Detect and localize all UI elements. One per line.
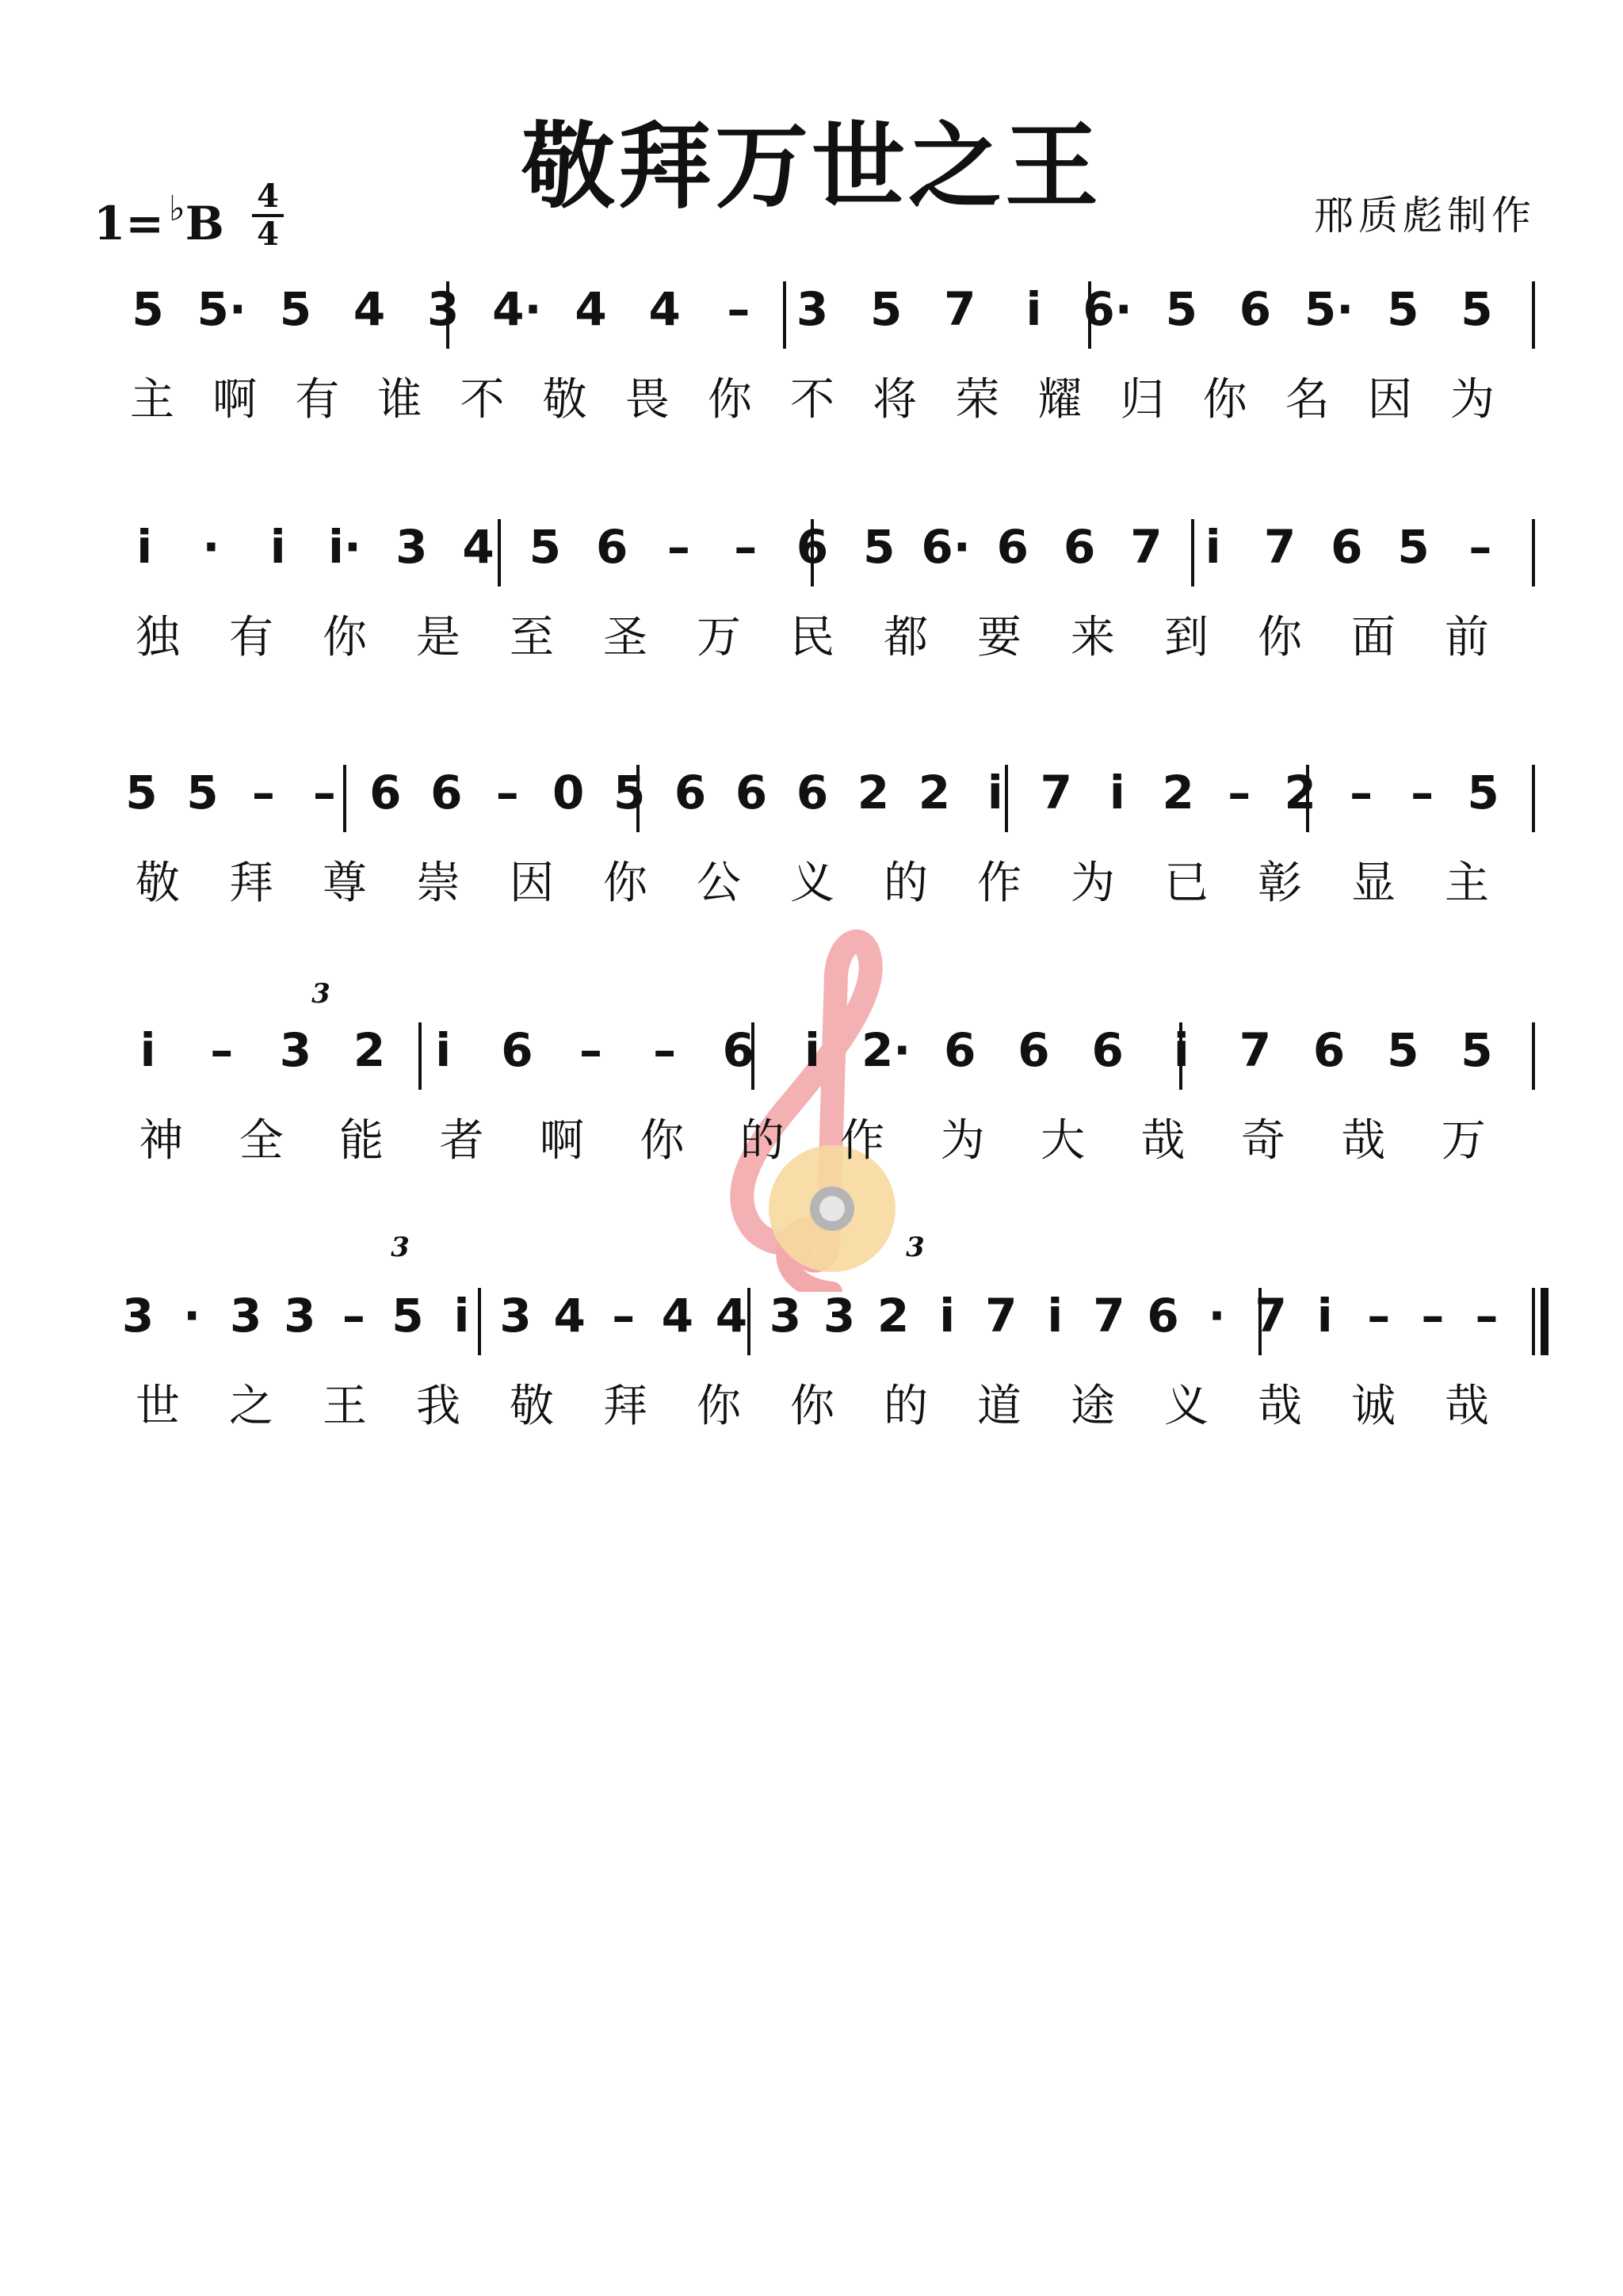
note: 6 [1018,1023,1050,1077]
note: 5 [186,766,219,819]
note: – [734,520,758,574]
note: 4 [553,1289,586,1343]
lyric-char: 哉 [1140,1115,1186,1167]
note: – [579,1023,603,1077]
lyric-char: 拜 [229,858,273,909]
note: · [183,1289,201,1343]
lyric-char: 因 [510,858,554,909]
lyric-char: 神 [139,1115,184,1167]
lyric-char: 之 [229,1381,273,1432]
lyric-char: 哉 [1258,1381,1302,1432]
lyric-char: 敬 [136,858,180,909]
note: 6 [1239,282,1272,336]
note: 2 [1284,766,1316,819]
lyric-char: 因 [1367,374,1412,426]
note: – [1367,1289,1391,1343]
note: 2 [1162,766,1194,819]
note: 7 [1040,766,1073,819]
note: 6 [1091,1023,1124,1077]
note: 5 [1461,282,1493,336]
note: 5 [125,766,158,819]
lyric-char: 啊 [212,374,258,426]
lyric-char: 你 [1202,374,1247,426]
lyric-char: 敬 [542,374,587,426]
note: 6 [595,520,628,574]
lyric-char: 有 [295,374,340,426]
note: 5 [529,520,562,574]
lyric-char: 义 [790,858,834,909]
lyric-char: 能 [339,1115,384,1167]
note: i· [328,520,361,574]
note: 6 [796,520,829,574]
lyric-char: 你 [707,374,752,426]
lyric-char: 万 [1441,1115,1486,1167]
lyric-char: 主 [1445,858,1489,909]
lyric-char: 彰 [1258,858,1302,909]
note: 3 [769,1289,802,1343]
lyric-char: 诚 [1351,1381,1396,1432]
lyric-char: 公 [697,858,741,909]
note: · [202,520,220,574]
lyric-char: 全 [239,1115,284,1167]
lyric-char: 面 [1351,612,1396,663]
note: – [1475,1289,1499,1343]
note: 7 [1239,1023,1272,1077]
note: 4 [648,282,681,336]
note: 7 [1254,1289,1287,1343]
lyric-char: 义 [1164,1381,1209,1432]
lyric-char: 我 [416,1381,460,1432]
note: 4 [462,520,495,574]
note: – [312,766,336,819]
lyric-char: 的 [884,1381,928,1432]
note: 2 [857,766,890,819]
note: 6 [1331,520,1363,574]
lyric-char: 至 [510,612,554,663]
lyric-char: 你 [323,612,367,663]
lyric-char: 你 [603,858,647,909]
note: 4· [492,282,542,336]
note: i [435,1023,452,1077]
lyric-char: 已 [1164,858,1209,909]
note: – [1468,520,1492,574]
lyric-char: 畏 [624,374,670,426]
note: 6 [735,766,768,819]
lyric-char: 都 [884,612,928,663]
lyric-char: 为 [1449,374,1495,426]
lyric-char: 的 [884,858,928,909]
note: 2 [876,1289,910,1343]
note: 3 [427,282,460,336]
time-signature-top: 4 [257,178,279,215]
note: 6 [996,520,1029,574]
lyric-char: 到 [1164,612,1209,663]
note: 6 [674,766,707,819]
note: i [1205,520,1221,574]
note: 4 [353,282,386,336]
lyric-char: 哉 [1445,1381,1489,1432]
note: 4 [661,1289,693,1343]
lyric-char: 不 [790,374,834,426]
lyric-char: 显 [1351,858,1396,909]
note: i [1316,1289,1333,1343]
lyric-char: 为 [940,1115,985,1167]
triplet-marker: 3 [391,1232,410,1263]
triplet-marker: 3 [311,978,330,1010]
lyric-char: 拜 [603,1381,647,1432]
note: 5· [197,282,246,336]
note: 2 [353,1023,386,1077]
note: 6 [501,1023,533,1077]
note: 6· [1083,282,1132,336]
note: 3 [823,1289,856,1343]
note: 7 [1130,520,1163,574]
lyric-char: 哉 [1341,1115,1386,1167]
note: 7 [985,1289,1018,1343]
lyric-char: 尊 [323,858,367,909]
note: – [727,282,750,336]
note: 5 [1387,1023,1419,1077]
note: 5 [869,282,903,336]
lyric-char: 你 [1258,612,1302,663]
lyric-char: 你 [790,1381,834,1432]
note: 6· [921,520,971,574]
note: · [1208,1289,1226,1343]
lyric-char: 道 [977,1381,1022,1432]
lyric-char: 将 [873,374,918,426]
note: 5 [279,282,312,336]
note: i [1047,1289,1064,1343]
time-signature-bottom: 4 [257,216,279,253]
lyric-char: 为 [1071,858,1115,909]
note: i [804,1023,820,1077]
triplet-marker: 3 [906,1232,925,1263]
note: i [1173,1023,1190,1077]
note: 7 [944,282,976,336]
note: – [342,1289,365,1343]
note: i [939,1289,956,1343]
lyric-char: 王 [323,1381,367,1432]
lyric-char: 是 [416,612,460,663]
note: 3 [796,282,829,336]
note: 5 [391,1289,424,1343]
note: 3 [499,1289,532,1343]
lyric-char: 归 [1120,374,1165,426]
note: i [1025,282,1042,336]
lyric-char: 崇 [416,858,460,909]
lyric-char: 名 [1285,374,1330,426]
note: 3 [121,1289,155,1343]
lyric-char: 万 [697,612,741,663]
note: 6 [1147,1289,1179,1343]
note: i [1109,766,1125,819]
note: 3 [395,520,428,574]
lyric-char: 敬 [510,1381,554,1432]
note: 5 [1165,282,1197,336]
key-prefix: 1= [94,197,164,250]
lyric-char: 的 [739,1115,785,1167]
note: 5 [1387,282,1419,336]
note: 0 [552,766,585,819]
lyric-char: 你 [697,1381,741,1432]
note: i [987,766,1003,819]
note: – [1421,1289,1445,1343]
note: 6 [1063,520,1096,574]
note: 7 [1263,520,1296,574]
lyric-char: 作 [977,858,1022,909]
note: i [136,520,153,574]
lyric-char: 要 [977,612,1022,663]
lyric-char: 大 [1041,1115,1086,1167]
note: 4 [575,282,607,336]
note: 5 [1397,520,1430,574]
note: – [210,1023,234,1077]
note: 3 [284,1289,316,1343]
note: 3 [279,1023,312,1077]
lyric-char: 圣 [603,612,647,663]
lyric-char: 啊 [539,1115,584,1167]
lyric-char: 有 [229,612,273,663]
note: i [453,1289,470,1343]
note: 7 [1093,1289,1125,1343]
lyric-char: 来 [1071,612,1115,663]
note: – [1411,766,1434,819]
lyric-char: 途 [1071,1381,1115,1432]
note: – [1350,766,1373,819]
note: – [495,766,519,819]
lyric-char: 独 [136,612,180,663]
flat-sign: ♭ [168,189,185,229]
lyric-char: 不 [460,374,505,426]
lyric-char: 你 [640,1115,685,1167]
lyric-char: 荣 [955,374,1000,426]
note: 5 [1461,1023,1493,1077]
note: – [1228,766,1251,819]
note: 4 [715,1289,748,1343]
lyric-char: 前 [1445,612,1489,663]
note: 6 [1312,1023,1346,1077]
note: 3 [230,1289,262,1343]
lyric-char: 谁 [377,374,422,426]
note: 6 [722,1023,755,1077]
note: 5 [1467,766,1499,819]
lyric-char: 耀 [1037,374,1083,426]
note: 5· [1304,282,1354,336]
note: 6 [430,766,463,819]
note: – [251,766,275,819]
note: 5 [132,282,164,336]
lyric-char: 主 [130,374,175,426]
lyric-char: 者 [439,1115,484,1167]
note: 6 [796,766,829,819]
lyric-char: 奇 [1240,1115,1285,1167]
author-credit: 邢质彪制作 [1314,193,1536,239]
note: 6 [369,766,402,819]
note: 5 [863,520,896,574]
lyric-char: 世 [136,1381,180,1432]
note: – [612,1289,636,1343]
note: 5 [613,766,646,819]
note: – [666,520,690,574]
lyric-char: 作 [840,1115,885,1167]
note: 2 [918,766,951,819]
note: – [653,1023,677,1077]
page-title: 敬拜万世之王 [521,111,1102,221]
note: 2· [861,1023,911,1077]
key-letter: B [185,197,224,250]
note: i [269,520,286,574]
note: 6 [944,1023,976,1077]
note: i [139,1023,156,1077]
lyric-char: 民 [790,612,834,663]
